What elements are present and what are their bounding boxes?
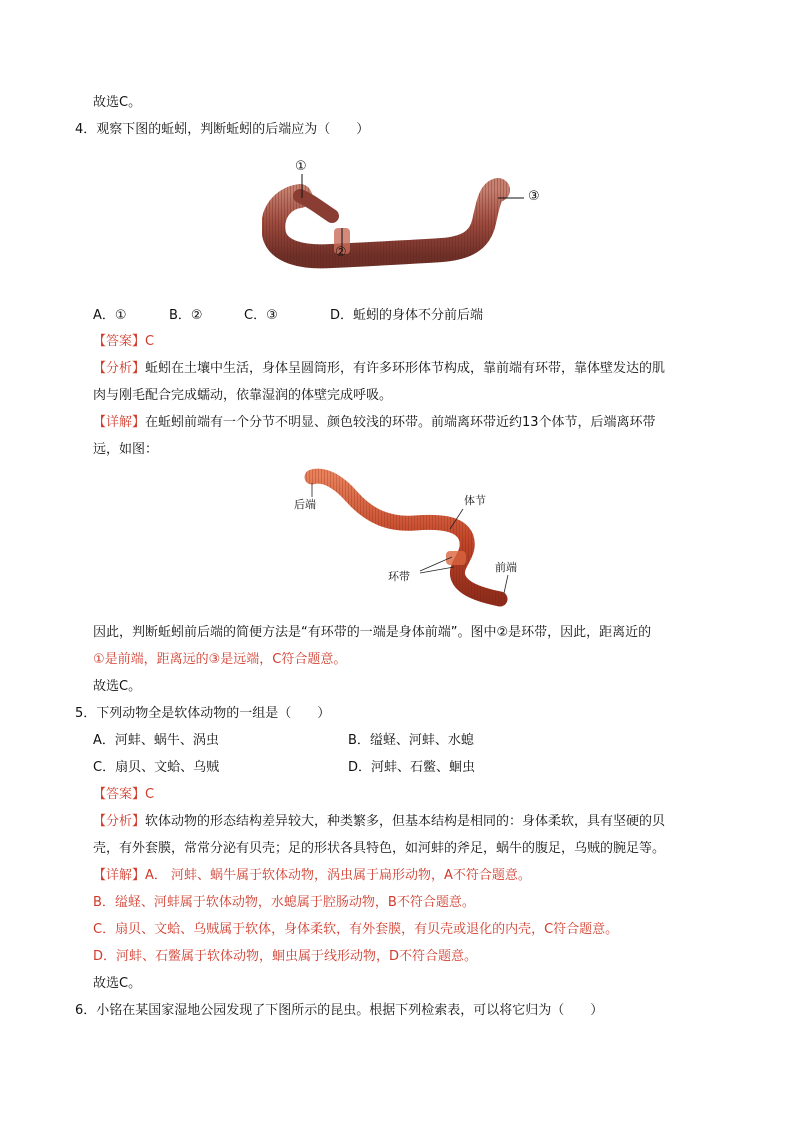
earthworm-image-1 xyxy=(262,156,552,286)
analysis-tag: 【分析】 xyxy=(93,814,146,829)
answer-value: C xyxy=(145,787,155,802)
q5-detail-line-d: D．河蚌、石鳖属于软体动物，蛔虫属于线形动物，D不符合题意。 xyxy=(93,949,478,964)
q4-detail-line1 xyxy=(93,413,656,433)
q4-option-c: C．③ xyxy=(244,308,278,323)
q4-analysis-line2: 肉与刚毛配合完成蠕动，依靠湿润的体壁完成呼吸。 xyxy=(93,388,393,403)
answer-tag: 【答案】 xyxy=(93,787,146,802)
detail-text-a: A． 河蚌、蜗牛属于软体动物，涡虫属于扁形动物，A不符合题意。 xyxy=(145,868,531,883)
q4-option-d: D．蚯蚓的身体不分前后端 xyxy=(330,308,484,323)
q5-option-a: A．河蚌、蜗牛、涡虫 xyxy=(93,733,219,748)
q5-stem: 5．下列动物全是软体动物的一组是（ ） xyxy=(75,706,331,721)
q4-stem: 4．观察下图的蚯蚓，判断蚯蚓的后端应为（ ） xyxy=(75,122,370,137)
q4-answer xyxy=(93,332,154,352)
q6-stem: 6．小铭在某国家湿地公园发现了下图所示的昆虫。根据下列检索表，可以将它归为（ ） xyxy=(75,1003,604,1018)
previous-conclusion: 故选C。 xyxy=(93,95,142,110)
q5-detail-line-b: B．缢蛏、河蚌属于软体动物，水螅属于腔肠动物，B不符合题意。 xyxy=(93,895,475,910)
q4-analysis-line1 xyxy=(93,359,665,379)
marker-1: ① xyxy=(295,159,307,174)
detail-text: 在蚯蚓前端有一个分节不明显、颜色较浅的环带。前端离环带近约13个体节，后端离环带 xyxy=(145,415,656,430)
q5-detail-line-c: C．扇贝、文蛤、乌贼属于软体，身体柔软，有外套膜，有贝壳或退化的内壳，C符合题意。 xyxy=(93,922,619,937)
q4-detail-line2: 远，如图： xyxy=(93,442,159,457)
marker-3: ③ xyxy=(528,189,540,204)
q5-answer xyxy=(93,785,154,805)
analysis-tag: 【分析】 xyxy=(93,361,146,376)
q4-conclusion-line1: 因此，判断蚯蚓前后端的简便方法是“有环带的一端是身体前端”。图中②是环带，因此，距离近的 xyxy=(93,625,652,640)
analysis-text: 软体动物的形态结构差异较大，种类繁多，但基本结构是相同的：身体柔软，具有坚硬的贝 xyxy=(145,814,666,829)
q5-detail-line-a xyxy=(93,866,531,886)
q4-final: 故选C。 xyxy=(93,679,142,694)
earthworm-image-2 xyxy=(290,465,525,615)
q4-option-b: B．② xyxy=(169,308,203,323)
q5-analysis-line1 xyxy=(93,812,665,832)
marker-2: ② xyxy=(335,245,347,260)
label-segment: 体节 xyxy=(464,494,486,507)
label-clitellum: 环带 xyxy=(388,570,410,583)
q4-conclusion-line2: ①是前端，距离远的③是远端，C符合题意。 xyxy=(93,652,347,667)
label-front: 前端 xyxy=(495,561,517,574)
q5-option-c: C．扇贝、文蛤、乌贼 xyxy=(93,760,220,775)
q5-option-d: D．河蚌、石鳖、蛔虫 xyxy=(348,760,476,775)
q5-analysis-line2: 壳，有外套膜，常常分泌有贝壳；足的形状各具特色，如河蚌的斧足，蜗牛的腹足，乌贼的腕足等。 xyxy=(93,841,666,856)
answer-value: C xyxy=(145,334,155,349)
detail-tag: 【详解】 xyxy=(93,415,146,430)
detail-tag: 【详解】 xyxy=(93,868,146,883)
earthworm-figure-1 xyxy=(262,156,552,286)
earthworm-figure-2 xyxy=(290,465,525,615)
answer-tag: 【答案】 xyxy=(93,334,146,349)
q5-option-b: B．缢蛏、河蚌、水螅 xyxy=(348,733,474,748)
label-rear: 后端 xyxy=(294,498,316,511)
q4-option-a: A．① xyxy=(93,308,127,323)
analysis-text: 蚯蚓在土壤中生活，身体呈圆筒形，有许多环形体节构成，靠前端有环带，靠体壁发达的肌 xyxy=(145,361,666,376)
q5-final: 故选C。 xyxy=(93,976,142,991)
